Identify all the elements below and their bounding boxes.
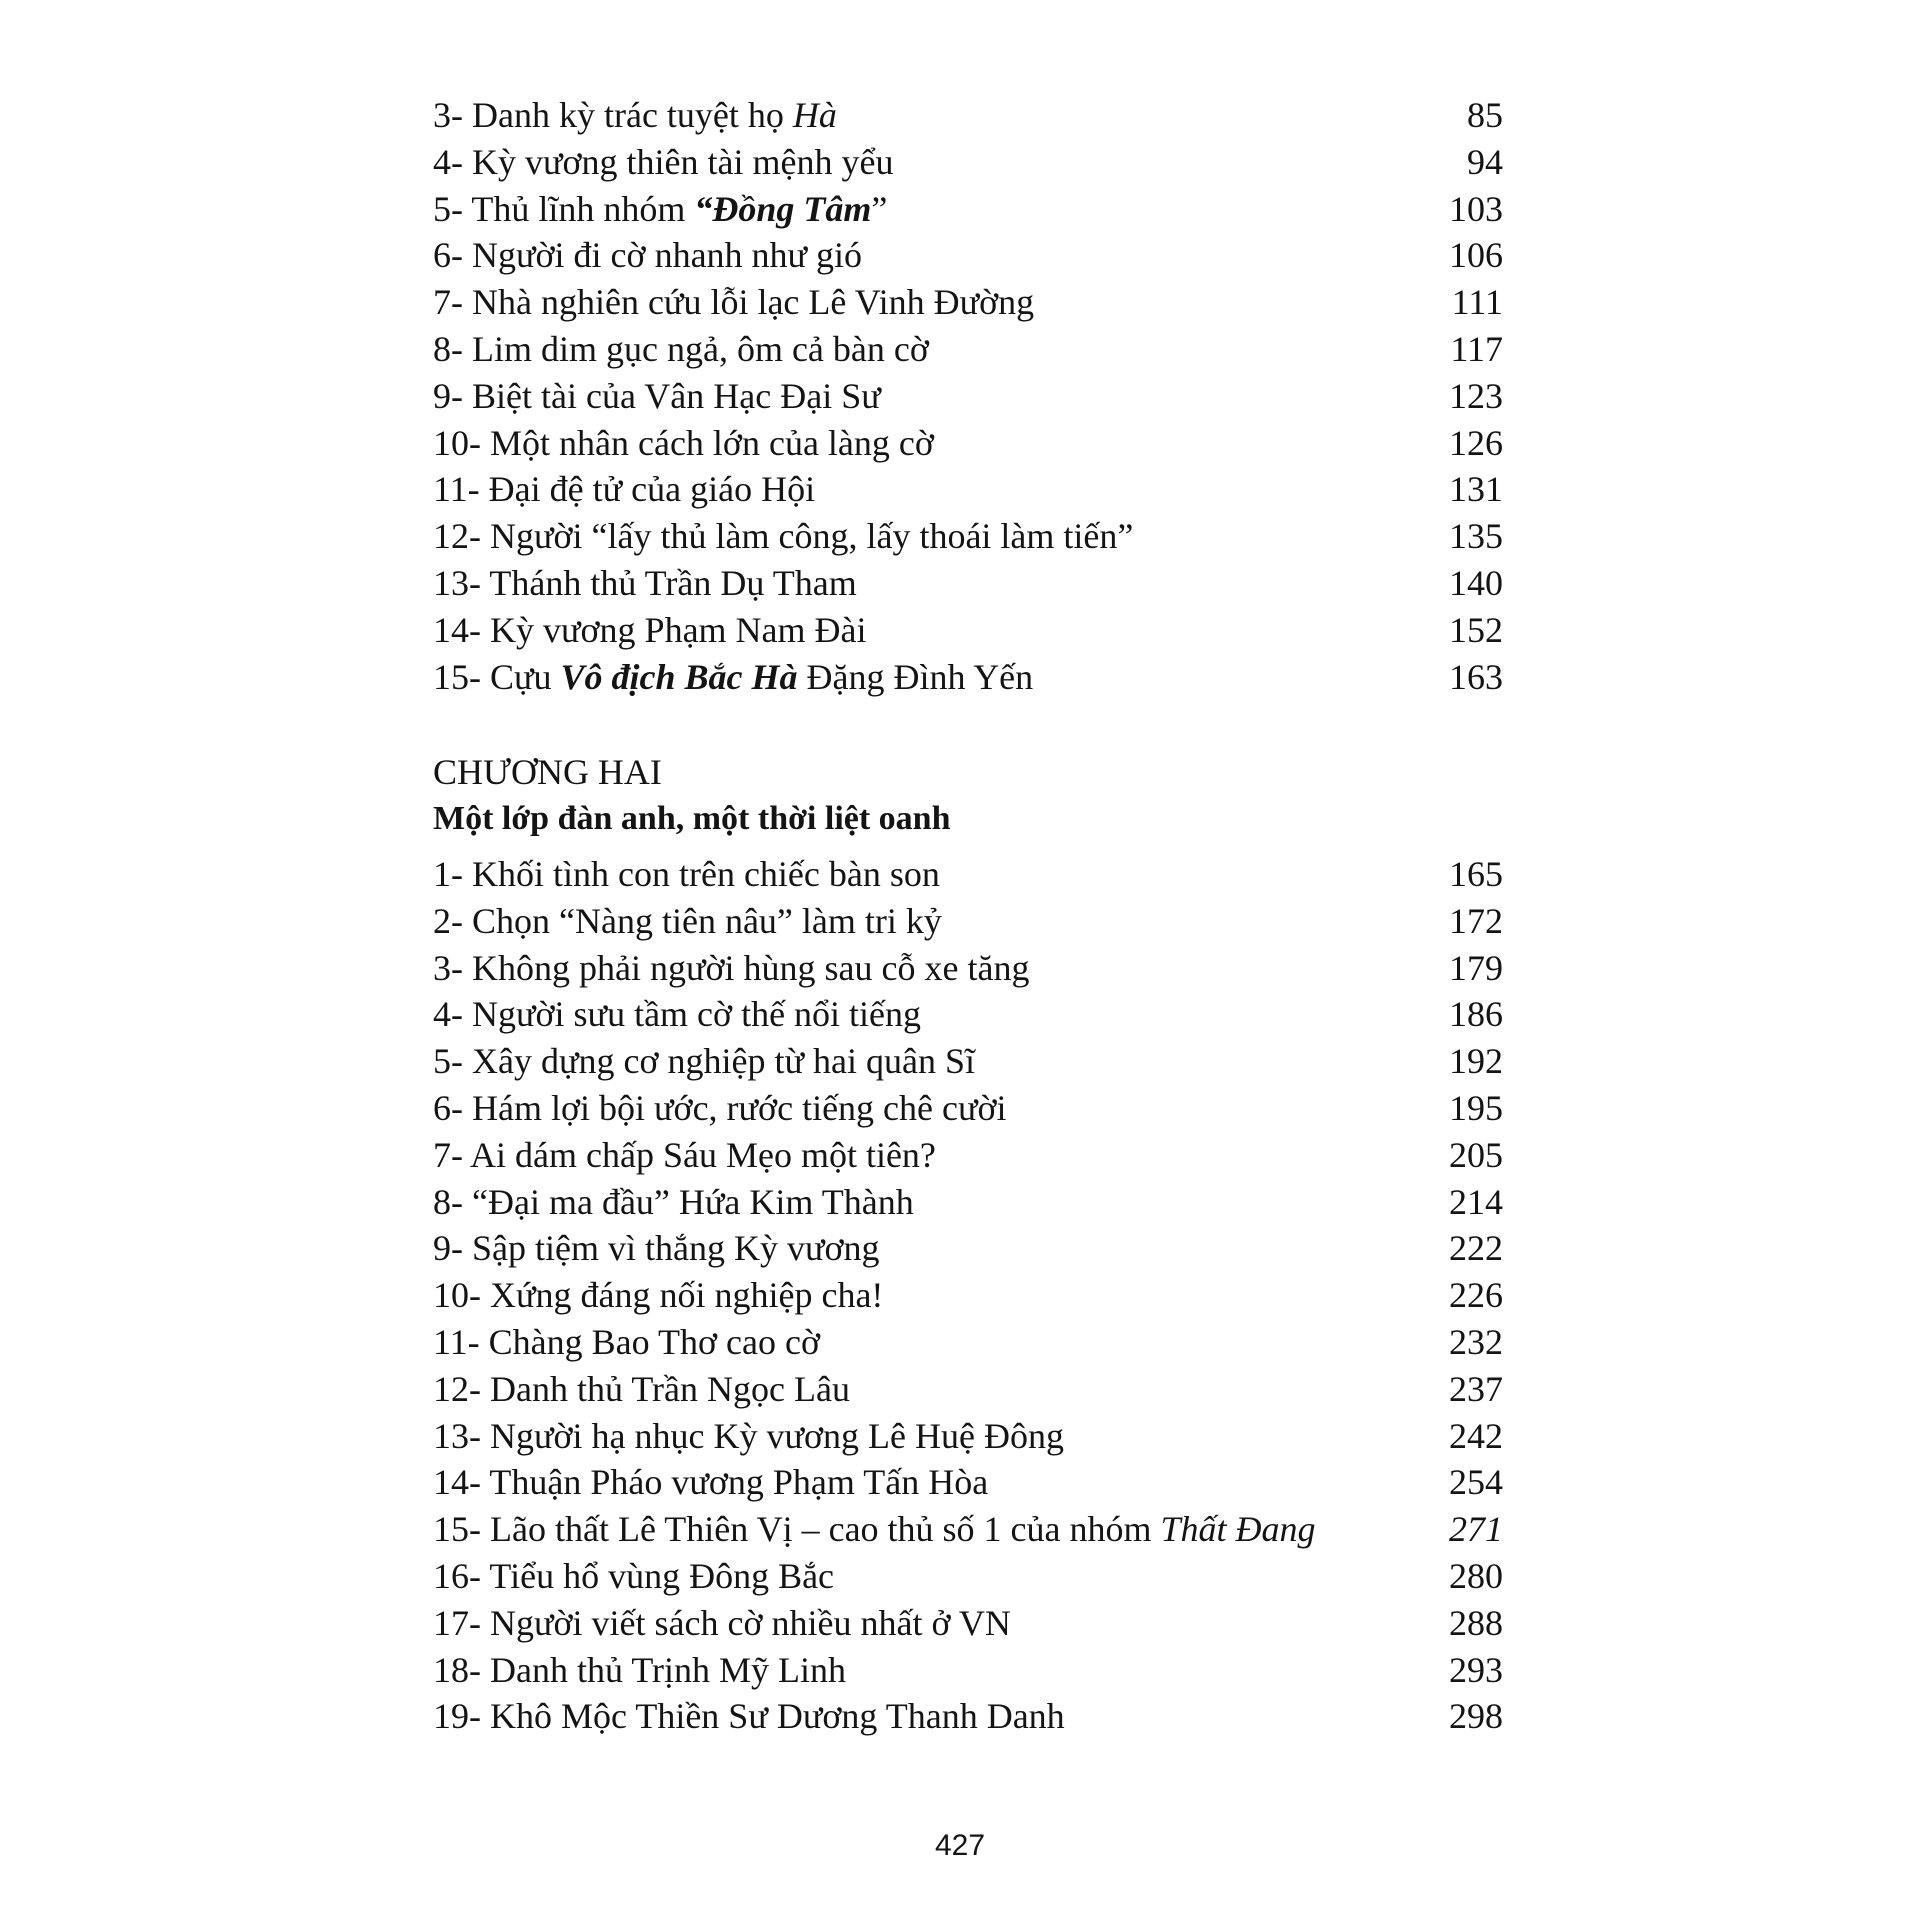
toc-entry-page: 232 (1449, 1321, 1503, 1362)
toc-entry-title (433, 607, 1423, 654)
toc-entry-title (433, 1272, 1423, 1319)
toc-entry-title (433, 1647, 1423, 1694)
toc-entry-page: 271 (1449, 1509, 1503, 1550)
toc-entry-page: 131 (1449, 469, 1503, 510)
toc-entry-title (433, 1366, 1423, 1413)
toc-entry-number: 8- (433, 328, 463, 369)
toc-entry-title (433, 851, 1423, 898)
toc-entry-page: 126 (1449, 422, 1503, 463)
toc-entry-page: 163 (1449, 656, 1503, 697)
toc-entry-text: Danh thủ Trịnh Mỹ Linh (490, 1649, 847, 1690)
toc-entry-title (433, 186, 1423, 233)
toc-entry (433, 92, 1503, 139)
toc-entry-text: Nhà nghiên cứu lỗi lạc Lê Vinh Đường (472, 282, 1035, 323)
toc-entry-text: Không phải người hùng sau cỗ xe tăng (472, 947, 1030, 988)
toc-entry-text: Thất Đang (1160, 1509, 1316, 1550)
toc-entry (433, 420, 1503, 467)
toc-entry-text: Thánh thủ Trần Dụ Tham (489, 562, 857, 603)
toc-entry-number: 18- (433, 1649, 481, 1690)
toc-entry-number: 3- (433, 95, 463, 135)
toc-entry-page: 85 (1467, 95, 1503, 135)
toc-entry-title (433, 898, 1423, 945)
toc-entry-text: Xứng đáng nối nghiệp cha! (490, 1275, 884, 1316)
toc-entry-text: Danh thủ Trần Ngọc Lâu (490, 1368, 850, 1409)
page-number: 427 (934, 1829, 986, 1862)
toc-entry-page: 288 (1449, 1602, 1503, 1643)
toc-entry-text: Cựu (490, 656, 561, 697)
toc-entry (433, 560, 1503, 607)
toc-entry-page: 226 (1449, 1275, 1503, 1316)
toc-entry-page: 135 (1449, 516, 1503, 557)
toc-entry-text: Danh kỳ trác tuyệt họ (472, 95, 793, 135)
toc-entry-number: 12- (433, 516, 481, 557)
toc-entry (433, 1319, 1503, 1366)
toc-entry-page: 103 (1449, 188, 1503, 229)
toc-entry-text: Thuận Pháo vương Phạm Tấn Hòa (489, 1462, 989, 1503)
toc-entry-title (433, 1413, 1423, 1460)
toc-entry-number: 13- (433, 562, 481, 603)
toc-entry-page: 205 (1449, 1134, 1503, 1175)
toc-entry-number: 14- (433, 1462, 481, 1503)
toc-entry-page: 117 (1450, 328, 1503, 369)
toc-entry-title (433, 1038, 1423, 1085)
toc-entry-page: 195 (1449, 1087, 1503, 1128)
toc-entry-text: Tiểu hổ vùng Đông Bắc (489, 1555, 835, 1596)
toc-entry-text: Thủ lĩnh nhóm (471, 188, 695, 229)
toc-entry (433, 1600, 1503, 1647)
toc-entry-page: 179 (1449, 947, 1503, 988)
toc-entry-text: Người “lấy thủ làm công, lấy thoái làm tiến” (490, 516, 1134, 557)
chapter-title: Một lớp đàn anh, một thời liệt oanh (433, 800, 951, 837)
toc-entry-text: Đặng Đình Yến (797, 656, 1034, 697)
toc-entry-title (433, 1506, 1423, 1553)
toc-entry-title (433, 326, 1423, 373)
toc-entry-text: Vô địch Bắc Hà (560, 656, 798, 697)
toc-entry-page: 222 (1449, 1228, 1503, 1269)
toc-entry-page: 140 (1449, 562, 1503, 603)
toc-entry (433, 1038, 1503, 1085)
toc-entry-title (433, 991, 1423, 1038)
toc-entry-text: Sập tiệm vì thắng Kỳ vương (472, 1228, 880, 1269)
toc-entry (433, 1506, 1503, 1553)
toc-entry-title (433, 373, 1423, 420)
toc-entry-text: Hà (792, 95, 837, 135)
toc-entry-page: 192 (1449, 1041, 1503, 1082)
toc-entry-number: 7- (433, 282, 463, 323)
toc-entry (433, 1085, 1503, 1132)
toc-entry-title (433, 1085, 1423, 1132)
toc-entry (433, 991, 1503, 1038)
toc-entry-title (433, 1553, 1423, 1600)
toc-entry-number: 7- (433, 1134, 463, 1175)
toc-entry-text: Một nhân cách lớn của làng cờ (490, 422, 934, 463)
toc-entry-number: 12- (433, 1368, 481, 1409)
toc-entry-number: 6- (433, 235, 463, 276)
toc-entry (433, 945, 1503, 992)
toc-entry-text: Người sưu tầm cờ thế nổi tiếng (472, 994, 922, 1035)
chapter-heading (433, 748, 1503, 842)
toc-entry-text: Đại đệ tử của giáo Hội (488, 469, 816, 510)
toc-entry-title (433, 279, 1423, 326)
toc-entry-number: 1- (433, 854, 463, 894)
toc-entry (433, 1132, 1503, 1179)
toc-entry-page: 172 (1449, 900, 1503, 941)
toc-entry (433, 466, 1503, 513)
toc-entry-number: 14- (433, 609, 481, 650)
toc-entry-text: “Đại ma đầu” Hứa Kim Thành (472, 1181, 914, 1222)
toc-entry-text: Kỳ vương thiên tài mệnh yểu (472, 141, 894, 182)
toc-entry (433, 1366, 1503, 1413)
chapter-label: CHƯƠNG HAI (433, 752, 662, 792)
toc-entry (433, 1693, 1503, 1740)
toc-entry-page: 152 (1449, 609, 1503, 650)
toc-entry-text: Kỳ vương Phạm Nam Đài (490, 609, 867, 650)
toc-entry-number: 17- (433, 1602, 481, 1643)
toc-entry-title (433, 654, 1423, 701)
toc-entry-text: “Đồng Tâm (694, 188, 872, 229)
toc-entry (433, 1179, 1503, 1226)
toc-entry-number: 15- (433, 1509, 481, 1550)
toc-entry-text: Lim dim gục ngả, ôm cả bàn cờ (472, 328, 929, 369)
toc-entry-text: Người đi cờ nhanh như gió (472, 235, 863, 276)
toc-entry-page: 242 (1449, 1415, 1503, 1456)
toc-entry-number: 5- (433, 1041, 463, 1082)
toc-entry-page: 214 (1449, 1181, 1503, 1222)
toc-entry-title (433, 139, 1423, 186)
toc-entry-title (433, 1459, 1423, 1506)
toc-entry-page: 254 (1449, 1462, 1503, 1503)
toc-entry-text: Biệt tài của Vân Hạc Đại Sư (472, 375, 881, 416)
toc-entry-title (433, 1179, 1423, 1226)
toc-entry-page: 106 (1449, 235, 1503, 276)
toc-entry-number: 9- (433, 1228, 463, 1269)
toc-entry-page: 123 (1449, 375, 1503, 416)
toc-entry (433, 607, 1503, 654)
toc-entry-number: 2- (433, 900, 463, 941)
toc-list-part-2 (433, 851, 1503, 1740)
toc-entry (433, 898, 1503, 945)
toc-entry-title (433, 1319, 1423, 1366)
toc-entry-page: 186 (1449, 994, 1503, 1035)
toc-entry (433, 513, 1503, 560)
toc-entry-title (433, 1132, 1423, 1179)
toc-entry-page: 280 (1449, 1555, 1503, 1596)
toc-entry-title (433, 466, 1423, 513)
toc-entry (433, 1459, 1503, 1506)
toc-entry-number: 19- (433, 1696, 481, 1737)
toc-entry-title (433, 92, 1423, 139)
toc-entry (433, 373, 1503, 420)
toc-entry-page: 298 (1449, 1696, 1503, 1737)
toc-entry-text: Khối tình con trên chiếc bàn son (472, 854, 940, 894)
toc-entry-title (433, 945, 1423, 992)
toc-entry-number: 16- (433, 1555, 481, 1596)
toc-entry-text: Khô Mộc Thiền Sư Dương Thanh Danh (490, 1696, 1065, 1737)
toc-entry (433, 1272, 1503, 1319)
toc-entry-text: Xây dựng cơ nghiệp từ hai quân Sĩ (472, 1041, 975, 1082)
toc-entry (433, 1225, 1503, 1272)
toc-entry (433, 1413, 1503, 1460)
toc-entry (433, 1553, 1503, 1600)
toc-entry-text: Chàng Bao Thơ cao cờ (488, 1321, 820, 1362)
toc-entry-title (433, 1225, 1423, 1272)
toc-entry-number: 4- (433, 141, 463, 182)
toc-entry-number: 10- (433, 1275, 481, 1316)
toc-entry-title (433, 232, 1423, 279)
toc-entry-text: Ai dám chấp Sáu Mẹo một tiên? (470, 1134, 936, 1175)
toc-entry (433, 1647, 1503, 1694)
toc-entry-title (433, 560, 1423, 607)
toc-entry-title (433, 1693, 1423, 1740)
toc-entry-number: 6- (433, 1087, 463, 1128)
toc-entry-number: 5- (433, 188, 463, 229)
toc-entry (433, 139, 1503, 186)
toc-entry-number: 15- (433, 656, 481, 697)
toc-entry-page: 111 (1451, 282, 1503, 323)
toc-entry-text: Chọn “Nàng tiên nâu” làm tri kỷ (472, 900, 942, 941)
toc-entry (433, 186, 1503, 233)
toc-entry-number: 11- (433, 1321, 480, 1362)
toc-entry-title (433, 1600, 1423, 1647)
toc-entry-number: 9- (433, 375, 463, 416)
toc-entry (433, 851, 1503, 898)
toc-entry-number: 4- (433, 994, 463, 1035)
toc-entry-title (433, 513, 1423, 560)
toc-entry-title (433, 420, 1423, 467)
toc-entry-number: 10- (433, 422, 481, 463)
toc-entry-page: 165 (1449, 854, 1503, 894)
toc-entry-number: 13- (433, 1415, 481, 1456)
toc-entry-text: Người viết sách cờ nhiều nhất ở VN (490, 1602, 1011, 1643)
toc-entry-text: Người hạ nhục Kỳ vương Lê Huệ Đông (490, 1415, 1064, 1456)
toc-list-part-1 (433, 92, 1503, 700)
toc-entry-number: 3- (433, 947, 463, 988)
toc-entry (433, 326, 1503, 373)
toc-entry (433, 279, 1503, 326)
toc-entry-page: 293 (1449, 1649, 1503, 1690)
toc-entry-page: 94 (1467, 141, 1503, 182)
toc-entry (433, 232, 1503, 279)
toc-entry-text: Lão thất Lê Thiên Vị – cao thủ số 1 của nhóm (490, 1509, 1161, 1550)
toc-entry-number: 8- (433, 1181, 463, 1222)
toc-entry (433, 654, 1503, 701)
toc-entry-page: 237 (1449, 1368, 1503, 1409)
toc-entry-number: 11- (433, 469, 480, 510)
toc-entry-text: ” (871, 188, 888, 229)
toc-entry-text: Hám lợi bội ước, rước tiếng chê cười (472, 1087, 1007, 1128)
